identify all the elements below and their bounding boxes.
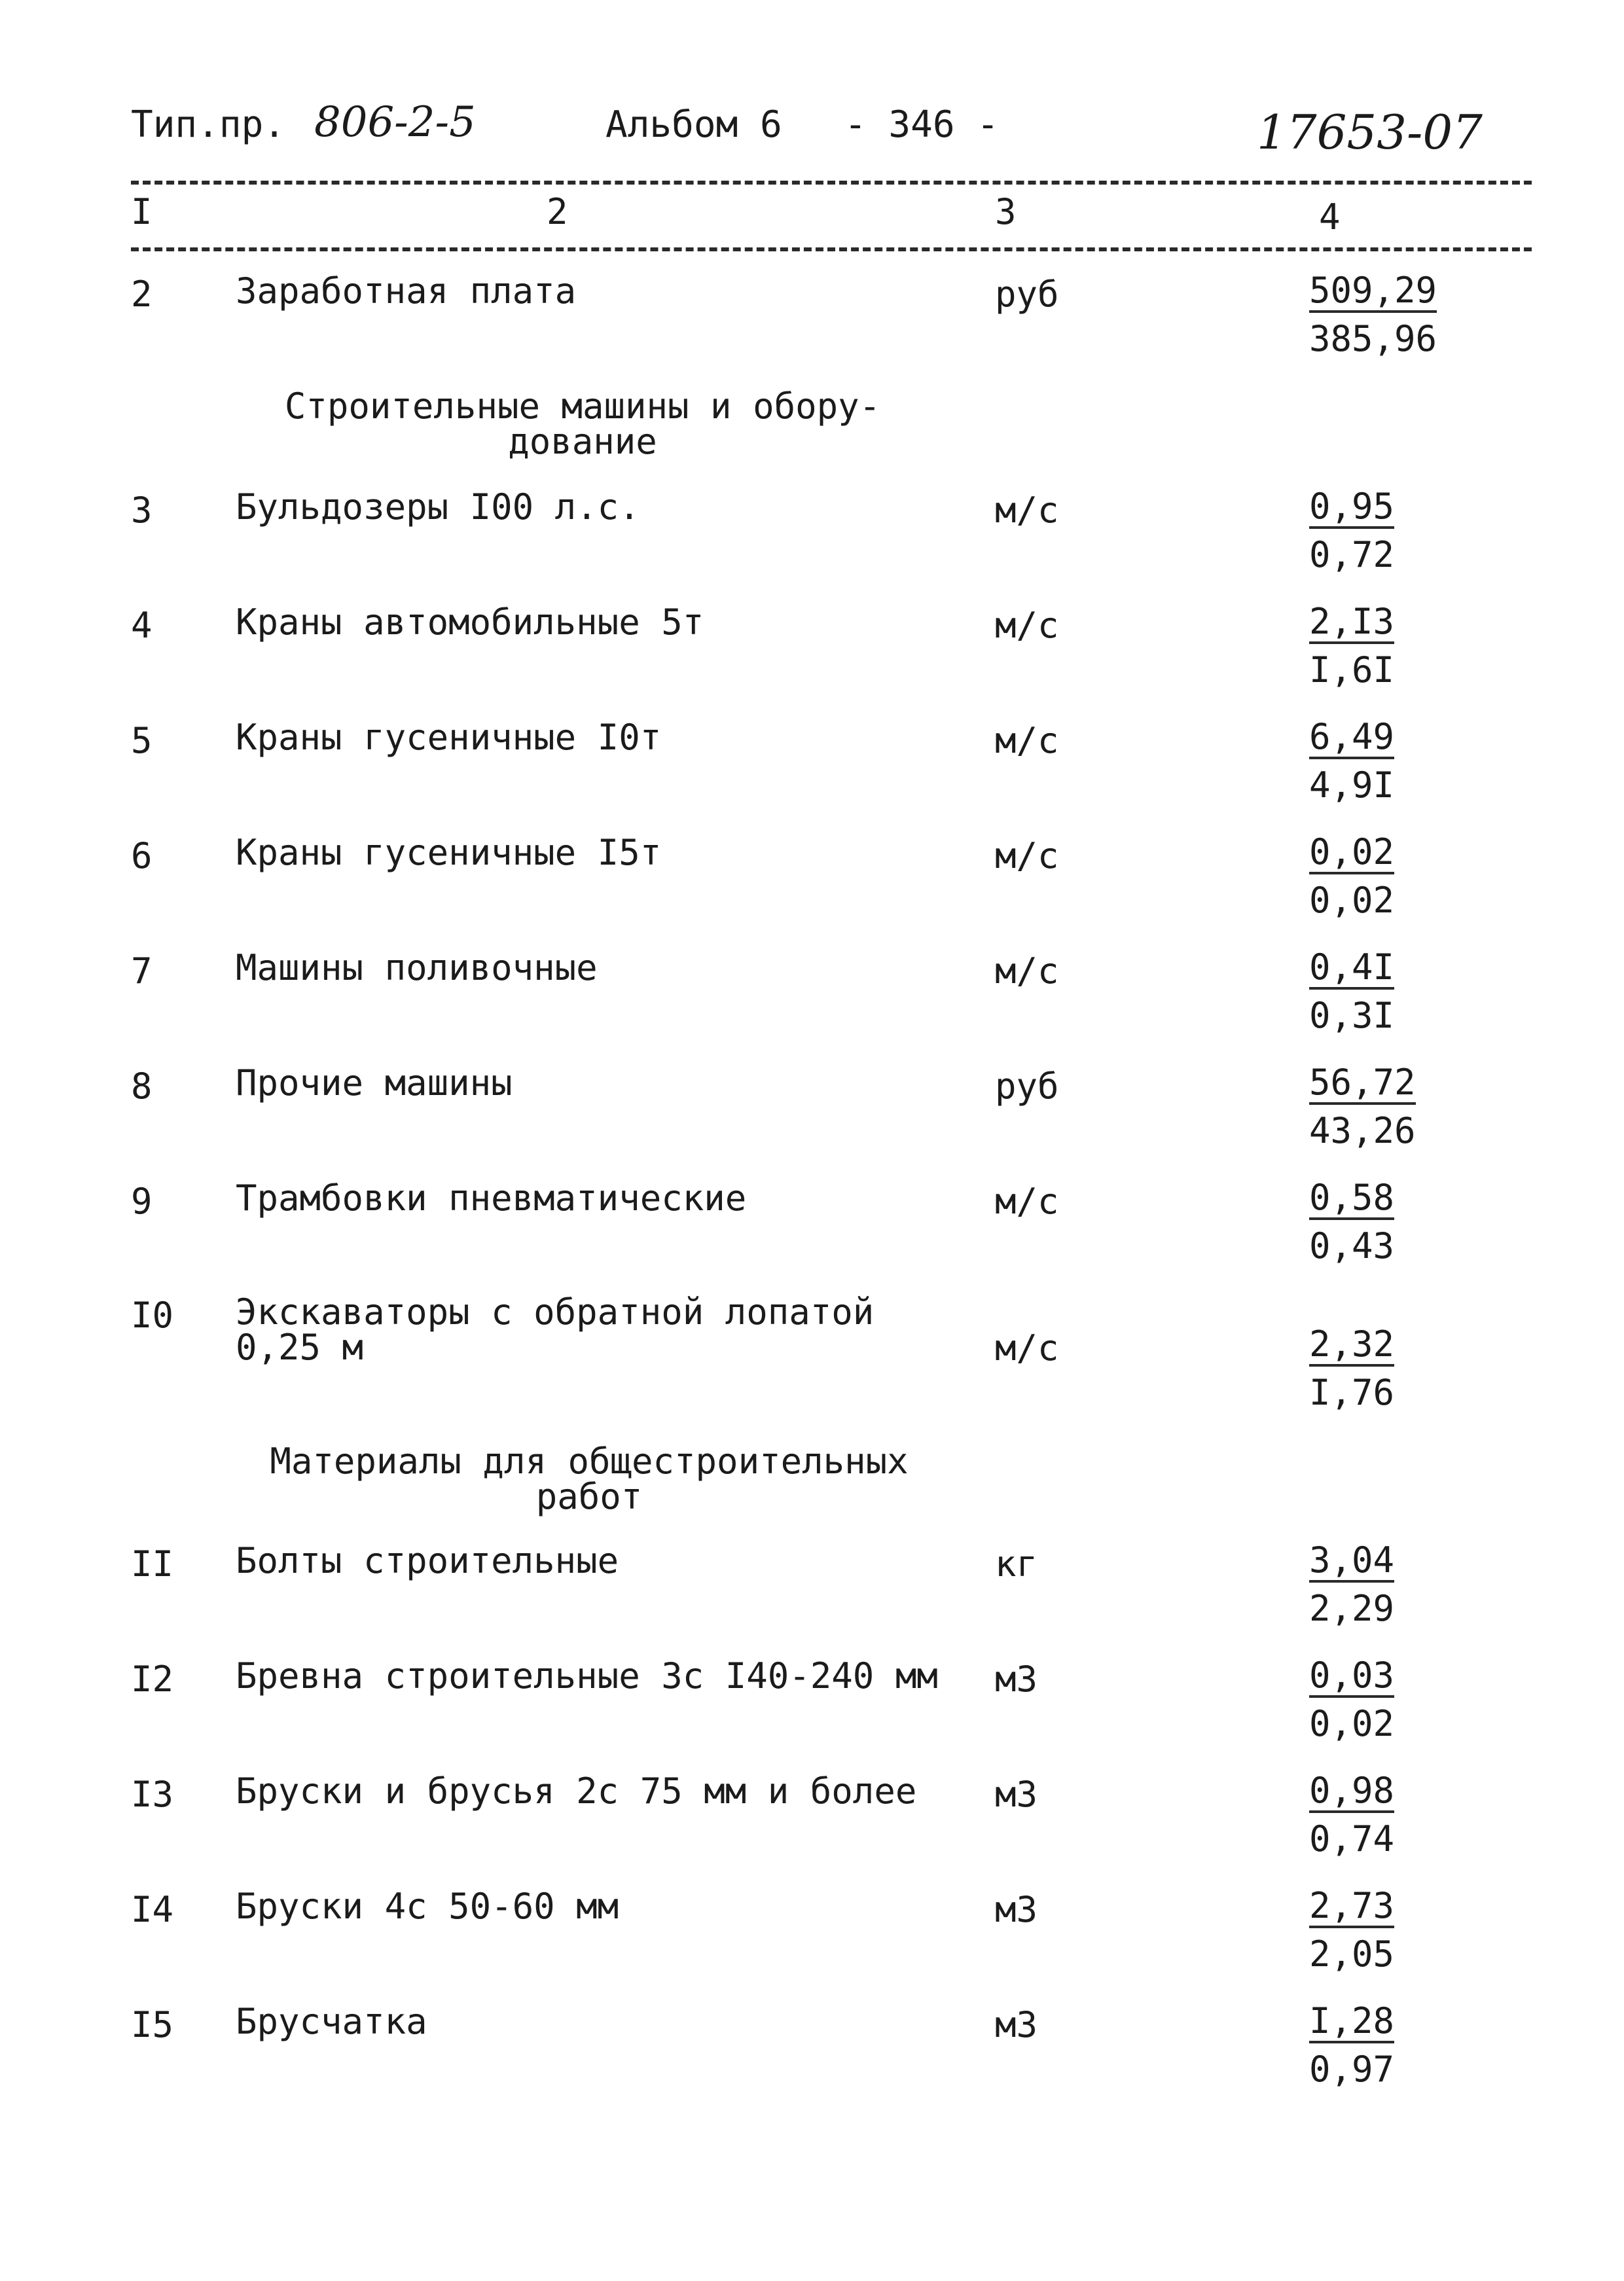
row-name: Краны автомобильные 5т xyxy=(236,602,704,643)
row-unit: м3 xyxy=(995,1659,1038,1700)
row-value-total: 0,4I xyxy=(1309,948,1394,990)
table-row xyxy=(0,1655,1624,1757)
row-value-base: 0,02 xyxy=(1309,880,1395,921)
row-number: I2 xyxy=(131,1659,174,1700)
table-row xyxy=(0,1062,1624,1164)
row-value-total: 3,04 xyxy=(1309,1541,1394,1583)
row-unit: м/с xyxy=(995,720,1059,761)
row-name: Бульдозеры I00 л.с. xyxy=(236,486,640,528)
row-name: Заработная плата xyxy=(236,270,577,312)
row-number: 6 xyxy=(131,835,153,876)
row-name: Брусчатка xyxy=(236,2001,427,2042)
table-row xyxy=(0,1770,1624,1872)
project-code: 806-2-5 xyxy=(314,98,476,147)
row-number: I4 xyxy=(131,1889,174,1930)
row-value-base: 0,97 xyxy=(1309,2049,1395,2090)
row-unit: м/с xyxy=(995,835,1059,876)
row-value-base: 0,72 xyxy=(1309,534,1395,575)
row-number: I3 xyxy=(131,1774,174,1815)
row-value-base: 385,96 xyxy=(1309,318,1437,359)
table-row xyxy=(0,1177,1624,1279)
row-value-total: 0,98 xyxy=(1309,1771,1394,1813)
row-name: Бруски и брусья 2с 75 мм и более xyxy=(236,1770,917,1812)
row-value-total: 509,29 xyxy=(1309,271,1437,313)
row-value-total: 56,72 xyxy=(1309,1063,1416,1105)
table-row xyxy=(0,1885,1624,1987)
column-header-4: 4 xyxy=(1319,196,1341,238)
row-unit: м/с xyxy=(995,950,1059,992)
row-value-total: 0,95 xyxy=(1309,487,1394,529)
row-value-base: I,6I xyxy=(1309,649,1395,691)
table-row xyxy=(0,1291,1624,1426)
table-row xyxy=(0,601,1624,703)
row-value-total: 0,02 xyxy=(1309,833,1394,874)
header-rule-top xyxy=(131,181,1532,185)
row-value-base: 0,3I xyxy=(1309,995,1395,1036)
row-value-base: 0,43 xyxy=(1309,1225,1395,1266)
row-value-base: 2,29 xyxy=(1309,1588,1395,1629)
row-value-total: 2,32 xyxy=(1309,1325,1394,1367)
row-name: Трамбовки пневматические xyxy=(236,1177,747,1219)
section-heading-materials: Материалы для общестроительных работ xyxy=(270,1441,909,1517)
row-value-base: 4,9I xyxy=(1309,764,1395,806)
row-unit: м/с xyxy=(995,605,1059,646)
row-name: Бревна строительные 3с I40-240 мм xyxy=(236,1655,938,1697)
row-number: 9 xyxy=(131,1181,153,1222)
row-number: I5 xyxy=(131,2004,174,2045)
row-unit: м/с xyxy=(995,490,1059,531)
row-name: Краны гусеничные I0т xyxy=(236,717,662,758)
project-prefix: Тип.пр. xyxy=(131,103,286,146)
row-value-total: 0,58 xyxy=(1309,1178,1394,1220)
column-header-3: 3 xyxy=(995,191,1017,232)
row-value-base: I,76 xyxy=(1309,1372,1395,1413)
table-row xyxy=(0,1539,1624,1642)
row-value-total: 2,I3 xyxy=(1309,602,1394,644)
row-value-base: 0,74 xyxy=(1309,1818,1395,1859)
row-value-total: 2,73 xyxy=(1309,1886,1394,1928)
row-number: I0 xyxy=(131,1295,174,1336)
row-unit: м3 xyxy=(995,2004,1038,2045)
row-number: 3 xyxy=(131,490,153,531)
row-number: 4 xyxy=(131,605,153,646)
column-header-1: I xyxy=(131,191,153,232)
row-value-base: 0,02 xyxy=(1309,1703,1395,1744)
row-name: Бруски 4с 50-60 мм xyxy=(236,1886,619,1927)
row-value-base: 2,05 xyxy=(1309,1933,1395,1975)
section-heading-machines: Строительные машины и обору- дование xyxy=(284,386,881,462)
table-row xyxy=(0,716,1624,818)
table-row xyxy=(0,270,1624,372)
row-value-base: 43,26 xyxy=(1309,1110,1416,1151)
table-row xyxy=(0,2000,1624,2102)
row-value-total: 0,03 xyxy=(1309,1656,1394,1698)
document-number: 17653-07 xyxy=(1257,105,1483,160)
row-number: 5 xyxy=(131,720,153,761)
table-row xyxy=(0,486,1624,588)
row-unit: м/с xyxy=(995,1327,1059,1369)
row-unit: руб xyxy=(995,274,1059,315)
row-unit: руб xyxy=(995,1066,1059,1107)
row-name: Экскаваторы с обратной лопатой 0,25 м xyxy=(236,1291,875,1368)
row-name: Машины поливочные xyxy=(236,947,598,988)
row-value-total: I,28 xyxy=(1309,2002,1394,2043)
row-name: Прочие машины xyxy=(236,1062,513,1104)
row-number: 8 xyxy=(131,1066,153,1107)
table-row xyxy=(0,831,1624,933)
row-name: Болты строительные xyxy=(236,1540,619,1581)
album-label: Альбом 6 xyxy=(605,103,782,146)
row-number: 7 xyxy=(131,950,153,992)
row-unit: м/с xyxy=(995,1181,1059,1222)
column-header-2: 2 xyxy=(547,191,568,232)
row-unit: кг xyxy=(995,1543,1038,1585)
row-unit: м3 xyxy=(995,1889,1038,1930)
row-number: II xyxy=(131,1543,174,1585)
page-number: - 346 - xyxy=(844,103,1000,146)
table-row xyxy=(0,946,1624,1049)
row-unit: м3 xyxy=(995,1774,1038,1815)
row-name: Краны гусеничные I5т xyxy=(236,832,662,873)
row-number: 2 xyxy=(131,274,153,315)
row-value-total: 6,49 xyxy=(1309,717,1394,759)
header-rule-bottom xyxy=(131,247,1532,251)
